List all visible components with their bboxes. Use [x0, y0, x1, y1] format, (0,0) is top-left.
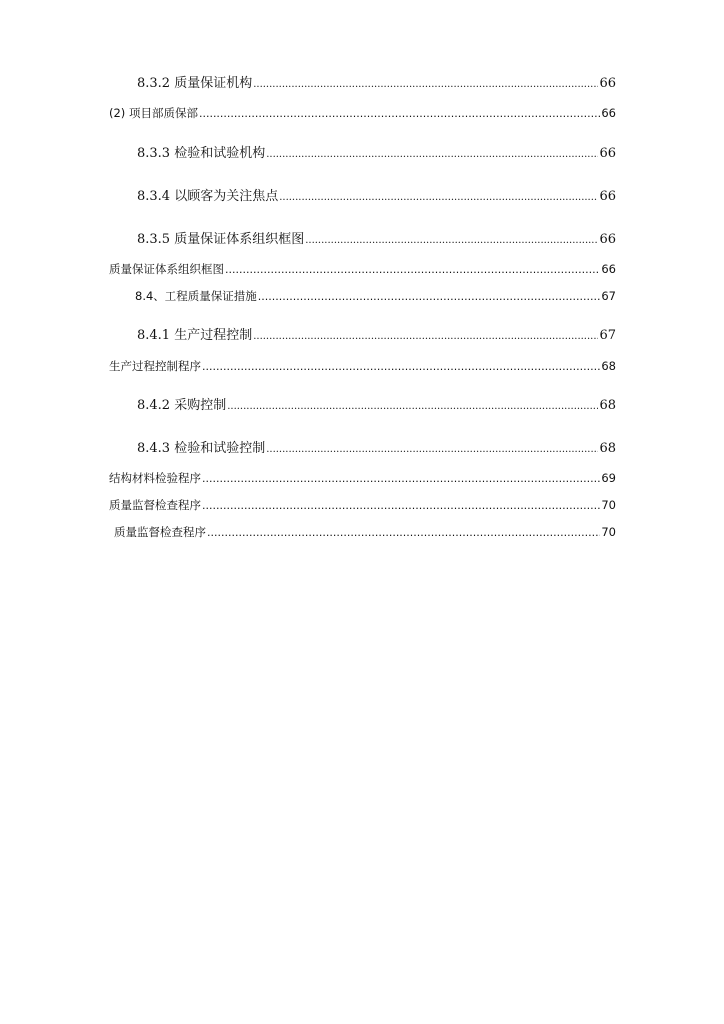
- toc-leader-dots: [266, 445, 598, 455]
- toc-leader-dots: [279, 193, 598, 203]
- toc-leader-dots: [202, 361, 600, 372]
- toc-entry-label: 8.3.3 检验和试验机构: [137, 146, 266, 161]
- toc-leader-dots: [202, 500, 600, 511]
- toc-entry[interactable]: [109, 261, 616, 277]
- toc-entry[interactable]: [137, 394, 616, 413]
- toc-leader-dots: [305, 236, 598, 246]
- toc-entry[interactable]: [135, 288, 616, 304]
- toc-entry[interactable]: [137, 228, 616, 247]
- toc-leader-dots: [227, 402, 598, 412]
- toc-entry[interactable]: [137, 185, 616, 204]
- toc-entry-label: 结构材料检验程序: [109, 471, 201, 485]
- toc-entry[interactable]: [137, 72, 616, 91]
- toc-entry[interactable]: [109, 470, 616, 486]
- toc-entry-label: 生产过程控制程序: [109, 359, 201, 373]
- toc-entry-label: 质量监督检查程序: [114, 525, 206, 539]
- toc-leader-dots: [202, 473, 600, 484]
- toc-leader-dots: [225, 264, 600, 275]
- toc-entry-page: 68: [601, 359, 616, 373]
- toc-leader-dots: [207, 527, 600, 538]
- toc-entry[interactable]: [137, 142, 616, 161]
- toc-entry-page: 66: [599, 189, 616, 204]
- toc-entry-page: 69: [601, 471, 616, 485]
- toc-entry-page: 66: [601, 262, 616, 276]
- toc-entry[interactable]: [109, 105, 616, 121]
- toc-entry-page: 66: [599, 232, 616, 247]
- toc-entry-page: 66: [601, 106, 616, 120]
- toc-entry-label: 8.4.2 采购控制: [137, 398, 227, 413]
- toc-entry-label: (2) 项目部质保部: [109, 106, 198, 120]
- toc-leader-dots: [199, 108, 600, 119]
- toc-entry[interactable]: [109, 497, 616, 513]
- toc-leader-dots: [258, 291, 601, 302]
- toc-entry-label: 8.3.5 质量保证体系组织框图: [137, 232, 305, 247]
- toc-entry-page: 67: [601, 289, 616, 303]
- toc-entry-page: 68: [599, 441, 616, 456]
- toc-entry-label: 8.4.3 检验和试验控制: [137, 441, 266, 456]
- toc-entry-label: 质量保证体系组织框图: [109, 262, 224, 276]
- toc-entry-page: 67: [599, 328, 616, 343]
- toc-entry-page: 70: [601, 498, 616, 512]
- toc-entry[interactable]: [114, 524, 616, 540]
- toc-entry-label: 8.4.1 生产过程控制: [137, 328, 253, 343]
- toc-leader-dots: [253, 332, 598, 342]
- toc-entry-page: 70: [601, 525, 616, 539]
- toc-entry-label: 8.4、工程质量保证措施: [135, 289, 257, 303]
- toc-entry-label: 质量监督检查程序: [109, 498, 201, 512]
- toc-entry-label: 8.3.2 质量保证机构: [137, 76, 253, 91]
- toc-entry[interactable]: [109, 358, 616, 374]
- toc-entry-label: 8.3.4 以顾客为关注焦点: [137, 189, 279, 204]
- toc-entry-page: 66: [599, 76, 616, 91]
- toc-entry-page: 68: [599, 398, 616, 413]
- toc-leader-dots: [253, 80, 598, 90]
- toc-entry-page: 66: [599, 146, 616, 161]
- toc-entry[interactable]: [137, 324, 616, 343]
- toc-entry[interactable]: [137, 437, 616, 456]
- toc-leader-dots: [266, 150, 598, 160]
